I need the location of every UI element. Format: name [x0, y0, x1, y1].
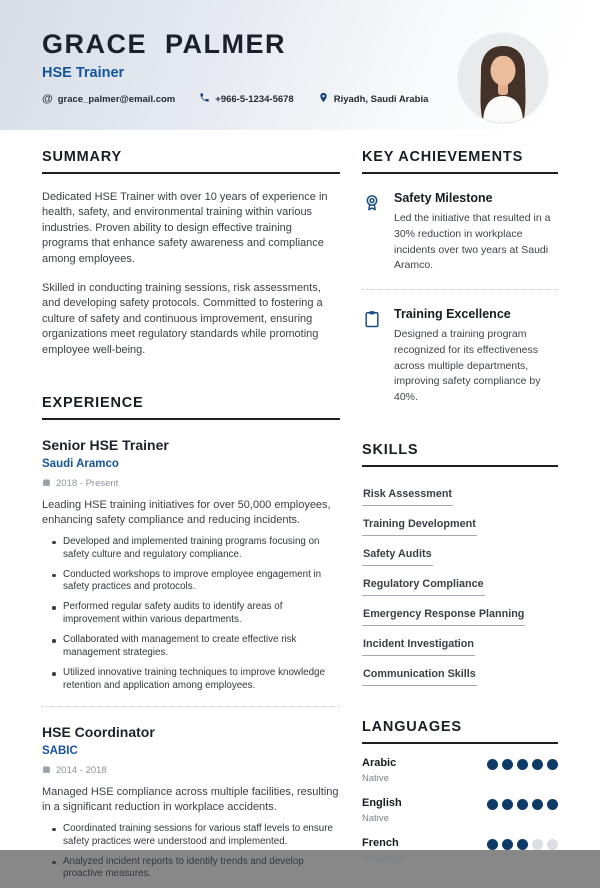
achievement-text: Designed a training program recognized for its effectiveness across multiple departments, improving safety compliance by 40%. — [394, 328, 541, 403]
proficiency-dot-filled — [532, 799, 543, 810]
profile-photo-illustration — [458, 33, 548, 123]
calendar-icon — [42, 765, 51, 777]
summary-heading: SUMMARY — [42, 149, 122, 165]
contact-email-value: grace_palmer@email.com — [57, 93, 176, 105]
skills-section — [362, 442, 558, 686]
contact-location-value: Riyadh, Saudi Arabia — [333, 93, 429, 105]
achievement-content — [394, 191, 558, 274]
job-dates-value: 2018 - Present — [56, 478, 119, 490]
skill-item: Communication Skills — [362, 668, 477, 686]
left-column — [42, 130, 340, 888]
experience-entry — [42, 724, 340, 881]
summary-paragraph: Dedicated HSE Trainer with over 10 years of experience in health, safety, and environmental training within various industries. Proven ability to design effective training programs that enhance safety awareness and compliance among employees. — [42, 191, 328, 265]
proficiency-dot-filled — [487, 799, 498, 810]
achievements-heading: KEY ACHIEVEMENTS — [362, 149, 524, 165]
proficiency-dot-empty — [532, 839, 543, 850]
language-level: Advanced — [362, 852, 405, 864]
job-bullet-list — [42, 536, 340, 693]
language-proficiency-dots — [487, 799, 558, 810]
proficiency-dot-filled — [532, 759, 543, 770]
summary-paragraph: Skilled in conducting training sessions, risk assessments, and developing safety protocols. Committed to fostering a culture of safety and continuous improvement, ensuring organizations meet regulatory standards while promoting employee well-being. — [42, 281, 323, 356]
achievement-item — [362, 307, 558, 406]
job-description: Managed HSE compliance across multiple facilities, resulting in a significant reduction in workplace accidents. — [42, 785, 339, 814]
proficiency-dot-filled — [487, 839, 498, 850]
contact-phone-value: +966-5-1234-5678 — [215, 93, 294, 105]
job-bullet: Collaborated with management to create effective risk management strategies. — [63, 634, 340, 660]
dotted-divider — [362, 289, 558, 290]
skill-item: Emergency Response Planning — [362, 608, 525, 626]
proficiency-dot-filled — [547, 799, 558, 810]
job-bullet: Utilized innovative training techniques to improve knowledge retention and application among employees. — [63, 667, 340, 693]
proficiency-dot-empty — [547, 839, 558, 850]
skills-list — [362, 476, 558, 686]
summary-section — [42, 149, 340, 358]
language-name: Arabic — [362, 756, 397, 769]
language-info — [362, 837, 404, 864]
language-level: Native — [362, 772, 389, 784]
contact-phone — [199, 92, 293, 106]
experience-heading: EXPERIENCE — [42, 394, 144, 411]
skill-item: Training Development — [362, 518, 477, 536]
proficiency-dot-filled — [487, 759, 498, 770]
achievement-title: Training Excellence — [394, 307, 511, 321]
job-bullet: Conducted workshops to improve employee engagement in safety practices and protocols. — [63, 569, 340, 595]
language-row — [362, 797, 558, 824]
job-bullet: Coordinated training sessions for various staff levels to ensure safety practices were understood and implemented. — [63, 823, 340, 849]
section-underline — [42, 418, 340, 420]
language-info — [362, 757, 396, 784]
languages-section — [362, 719, 558, 864]
job-title: Senior HSE Trainer — [42, 436, 169, 453]
skill-item: Regulatory Compliance — [362, 578, 485, 596]
proficiency-dot-filled — [502, 799, 513, 810]
phone-icon — [199, 92, 210, 106]
achievement-content — [394, 307, 558, 406]
section-underline — [42, 172, 340, 174]
proficiency-dot-filled — [517, 799, 528, 810]
proficiency-dot-filled — [502, 759, 513, 770]
proficiency-dot-filled — [547, 759, 558, 770]
achievement-item — [362, 191, 558, 274]
language-info — [362, 797, 402, 824]
language-name: English — [362, 796, 402, 809]
skill-item: Risk Assessment — [362, 488, 453, 506]
medal-icon — [362, 193, 382, 213]
language-row — [362, 837, 558, 864]
person-name: GRACE PALMER — [42, 29, 287, 59]
language-proficiency-dots — [487, 759, 558, 770]
job-bullet: Performed regular safety audits to identify areas of improvement within various departments. — [63, 601, 340, 627]
language-proficiency-dots — [487, 839, 558, 850]
section-underline — [362, 172, 558, 174]
clipboard-icon — [362, 309, 382, 329]
languages-heading: LANGUAGES — [362, 718, 462, 735]
experience-entry — [42, 437, 340, 693]
section-underline — [362, 465, 558, 467]
achievement-title: Safety Milestone — [394, 191, 493, 205]
skill-item: Incident Investigation — [362, 638, 475, 656]
proficiency-dot-filled — [517, 759, 528, 770]
job-bullet: Developed and implemented training programs focusing on safety culture and regulatory compliance. — [63, 536, 340, 562]
contact-location — [318, 92, 429, 106]
email-icon: @ — [42, 92, 53, 105]
person-job-title: HSE Trainer — [42, 65, 125, 82]
job-company: Saudi Aramco — [42, 457, 119, 470]
achievements-section — [362, 149, 558, 406]
contact-email — [42, 94, 175, 105]
job-description: Leading HSE training initiatives for over 50,000 employees, enhancing safety compliance and reducing incidents. — [42, 498, 331, 527]
calendar-icon — [42, 478, 51, 490]
right-column — [362, 130, 558, 888]
proficiency-dot-filled — [502, 839, 513, 850]
skills-heading: SKILLS — [362, 441, 419, 458]
experience-section — [42, 395, 340, 881]
job-bullet-list — [42, 823, 340, 882]
profile-photo — [458, 33, 548, 123]
job-dates — [42, 478, 340, 490]
job-title: HSE Coordinator — [42, 723, 155, 740]
achievement-text: Led the initiative that resulted in a 30% reduction in workplace incidents over two years at Saudi Aramco. — [394, 212, 551, 272]
dotted-divider — [42, 706, 340, 707]
language-row — [362, 757, 558, 784]
skill-item: Safety Audits — [362, 548, 433, 566]
job-dates-value: 2014 - 2018 — [56, 765, 107, 777]
job-company: SABIC — [42, 744, 78, 757]
section-underline — [362, 742, 558, 744]
location-pin-icon — [318, 92, 329, 106]
job-dates — [42, 765, 340, 777]
proficiency-dot-filled — [517, 839, 528, 850]
language-name: French — [362, 836, 399, 849]
language-level: Native — [362, 812, 389, 824]
job-bullet: Analyzed incident reports to identify trends and develop proactive measures. — [63, 856, 340, 882]
resume-header — [0, 0, 600, 130]
resume-body — [0, 130, 600, 888]
